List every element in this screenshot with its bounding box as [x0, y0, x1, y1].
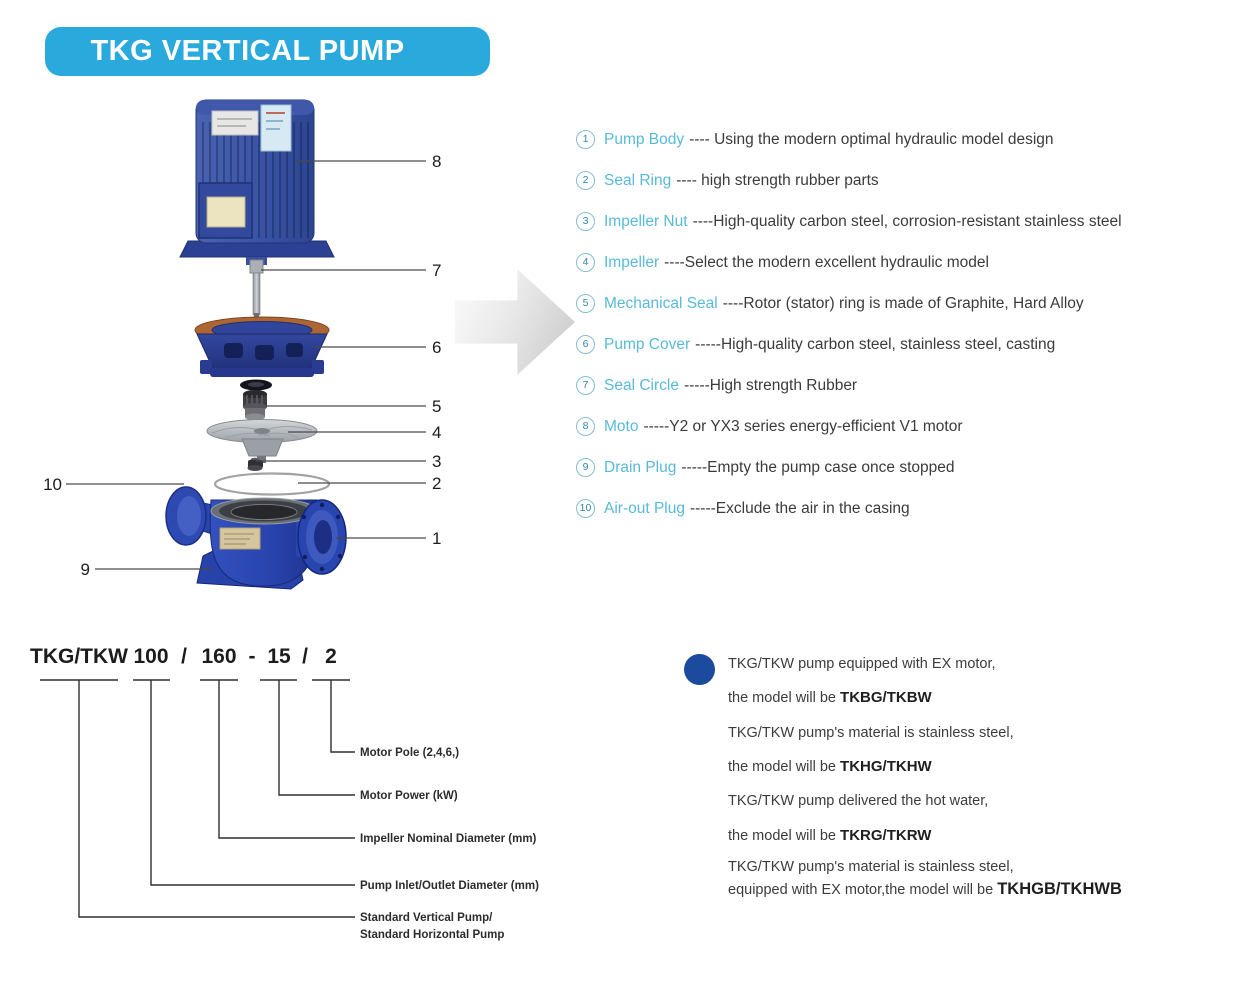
legend-item-seal-ring: 2 Seal Ring ---- high strength rubber parts [576, 169, 1234, 192]
callout-9: 9 [80, 560, 90, 579]
legend-item-pump-body: 1 Pump Body ---- Using the modern optimal hydraulic model design [576, 128, 1234, 151]
circled-number-icon: 8 [576, 417, 595, 436]
gland-ring-part [240, 380, 272, 391]
callout-6: 6 [432, 338, 442, 357]
callout-8: 8 [432, 152, 442, 171]
legend-item-drain-plug: 9 Drain Plug -----Empty the pump case once stopped [576, 456, 1234, 479]
circled-number-icon: 3 [576, 212, 595, 231]
note-line: TKG/TKW pump delivered the hot water, [728, 793, 989, 809]
legend-item-impeller-nut: 3 Impeller Nut ----High-quality carbon steel, corrosion-resistant stainless steel [576, 210, 1234, 233]
note-line: the model will be TKRG/TKRW [728, 827, 932, 844]
label-series-line1: Standard Vertical Pump/ [360, 912, 493, 924]
pump-exploded-diagram [20, 85, 490, 605]
callout-7: 7 [432, 261, 442, 280]
callout-1: 1 [432, 529, 442, 548]
seal-ring-part [215, 474, 329, 495]
shaft-part [246, 257, 267, 321]
nomenclature-lines [40, 680, 355, 917]
label-inlet-diam: Pump Inlet/Outlet Diameter (mm) [360, 880, 539, 892]
circled-number-icon: 5 [576, 294, 595, 313]
parts-legend [576, 128, 1234, 538]
circled-number-icon: 9 [576, 458, 595, 477]
circled-number-icon: 1 [576, 130, 595, 149]
model-nomenclature-diagram [0, 630, 620, 970]
pump-cover-part [195, 317, 329, 377]
circled-number-icon: 10 [576, 499, 595, 518]
page-title: TKG VERTICAL PUMP [90, 35, 405, 67]
circled-number-icon: 7 [576, 376, 595, 395]
bullet-circle-icon [684, 654, 715, 685]
legend-item-pump-cover: 6 Pump Cover -----High-quality carbon steel, stainless steel, casting [576, 333, 1234, 356]
model-sep2: - [248, 645, 256, 668]
legend-item-impeller: 4 Impeller ----Select the modern excellent hydraulic model [576, 251, 1234, 274]
circled-number-icon: 6 [576, 335, 595, 354]
note-line: equipped with EX motor,the model will be TKHGB/TKHWB [728, 880, 1122, 898]
impeller-part [207, 420, 317, 464]
legend-item-motor: 8 Moto -----Y2 or YX3 series energy-efficient V1 motor [576, 415, 1234, 438]
model-inlet: 100 [133, 645, 169, 668]
model-sep3: / [302, 645, 308, 668]
motor-part [180, 100, 334, 257]
circled-number-icon: 2 [576, 171, 595, 190]
circled-number-icon: 4 [576, 253, 595, 272]
label-motor-power: Motor Power (kW) [360, 790, 458, 802]
label-impeller-diam: Impeller Nominal Diameter (mm) [360, 833, 537, 845]
callout-3: 3 [432, 452, 442, 471]
model-power: 15 [267, 645, 291, 668]
label-series-line2: Standard Horizontal Pump [360, 929, 505, 941]
note-line: TKG/TKW pump's material is stainless steel, [728, 725, 1014, 741]
model-pole: 2 [325, 645, 337, 668]
callout-2: 2 [432, 474, 442, 493]
callout-10: 10 [43, 475, 62, 494]
legend-item-mechanical-seal: 5 Mechanical Seal ----Rotor (stator) ring is made of Graphite, Hard Alloy [576, 292, 1234, 315]
legend-item-seal-circle: 7 Seal Circle -----High strength Rubber [576, 374, 1234, 397]
note-line: the model will be TKHG/TKHW [728, 758, 932, 775]
callout-4: 4 [432, 423, 442, 442]
legend-item-air-out-plug: 10 Air-out Plug -----Exclude the air in the casing [576, 497, 1234, 520]
label-motor-pole: Motor Pole (2,4,6,) [360, 747, 460, 759]
note-line: TKG/TKW pump equipped with EX motor, [728, 656, 996, 672]
title-banner [45, 27, 490, 76]
model-sep1: / [181, 645, 187, 668]
note-line: TKG/TKW pump's material is stainless steel, [728, 859, 1014, 875]
pump-body-part [166, 487, 346, 589]
model-impeller: 160 [201, 645, 237, 668]
callout-5: 5 [432, 397, 442, 416]
model-series: TKG/TKW [30, 645, 128, 668]
note-line: the model will be TKBG/TKBW [728, 689, 932, 706]
